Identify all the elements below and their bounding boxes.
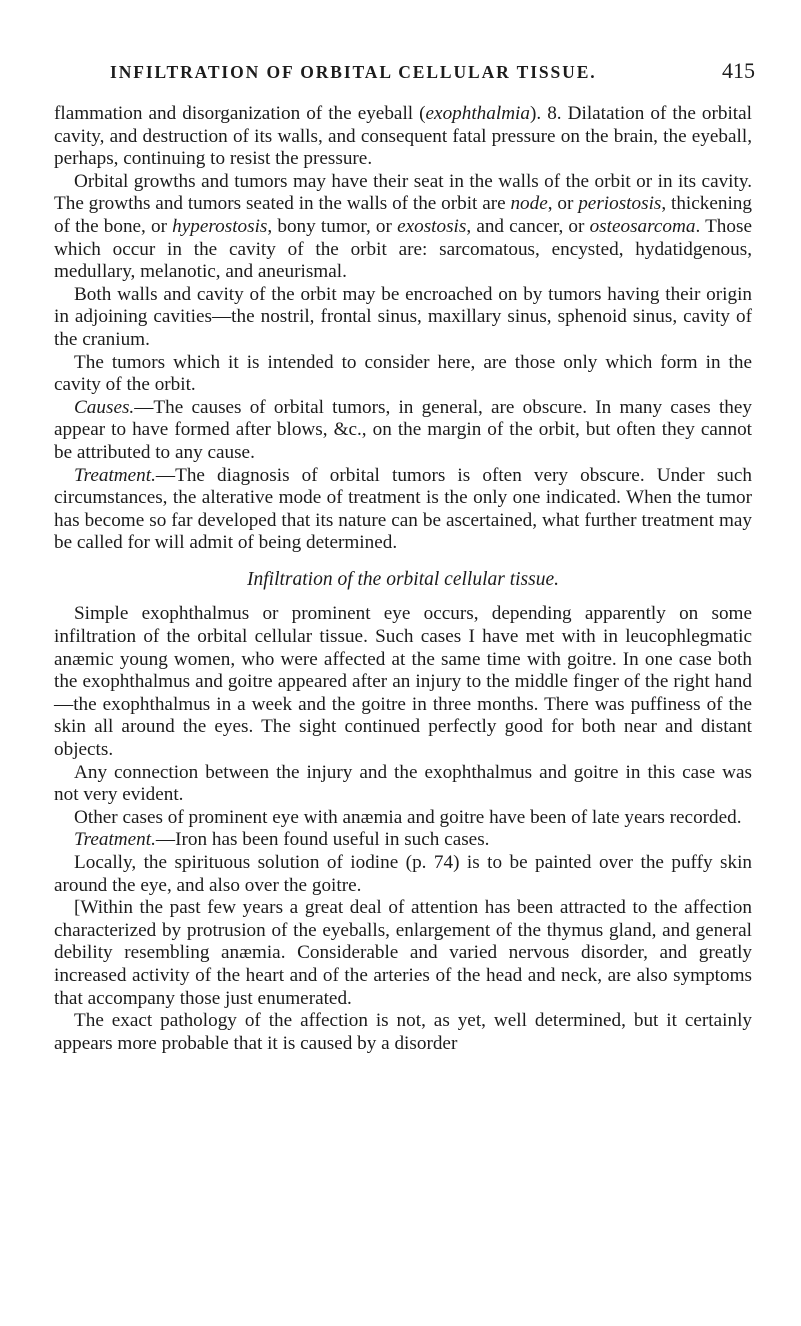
text-run: —The diagnosis of orbital tumors is often very obscure. Under such circumstances, the alterative mode of treatment is the only one indicated. When the tumor has become so far developed that its nature can be ascertained, what further treatment may be called for will admit of being determined. bbox=[54, 464, 752, 554]
paragraph-11: Locally, the spirituous solution of iodine (p. 74) is to be painted over the puffy skin around the eye, and also over the goitre. bbox=[54, 852, 752, 896]
text-run: , and cancer, or bbox=[466, 215, 590, 237]
paragraph-8: Any connection between the injury and the exophthalmus and goitre in this case was not very evident. bbox=[54, 761, 752, 806]
italic-term: hyperostosis bbox=[172, 215, 268, 237]
italic-label: Causes. bbox=[74, 396, 135, 418]
paragraph-4: The tumors which it is intended to consider here, are those only which form in the cavity of the orbit. bbox=[54, 351, 752, 396]
paragraph-causes bbox=[54, 397, 752, 465]
text-run: . Those which occur in the cavity of the orbit are: sarcomatous, encysted, hydatidgenous, medullary, melanotic, and aneurismal. bbox=[54, 215, 752, 283]
italic-term: node bbox=[510, 193, 548, 215]
italic-label: Treatment. bbox=[74, 464, 156, 486]
paragraph-treatment-2 bbox=[54, 829, 752, 852]
running-title: INFILTRATION OF ORBITAL CELLULAR TISSUE. bbox=[110, 62, 597, 82]
text-run: flammation and disorganization of the eyeball ( bbox=[54, 103, 426, 124]
text-run: , or bbox=[547, 193, 579, 215]
paragraph-2 bbox=[54, 171, 752, 284]
text-run: —The causes of orbital tumors, in general, are obscure. In many cases they appear to have formed after blows, &c., on the margin of the orbit, but often they cannot be attributed to any cause. bbox=[54, 396, 752, 463]
paragraph-3: Both walls and cavity of the orbit may be encroached on by tumors having their origin in adjoining cavities—the nostril, frontal sinus, maxillary sinus, sphenoid sinus, cavity of the cranium. bbox=[54, 283, 752, 350]
italic-term: exostosis bbox=[397, 215, 467, 237]
italic-term: osteosarcoma bbox=[589, 215, 696, 237]
running-header bbox=[110, 58, 755, 86]
text-run: , thickening of the bone, or bbox=[54, 193, 752, 237]
italic-term: periostosis bbox=[578, 193, 662, 215]
paragraph-12: [Within the past few years a great deal of attention has been attracted to the affection characterized by protrusion of the eyeballs, enlargement of the thymus gland, and general debility resembling anæmia. Considerable and varied nervous disorder, and greatly increased activity of the heart and of the arteries of the head and neck, are also symptoms that accompany those just enumerated. bbox=[54, 897, 752, 1009]
paragraph-1 bbox=[54, 103, 752, 171]
body-text bbox=[54, 103, 752, 1055]
italic-label: Treatment. bbox=[74, 829, 156, 851]
page-number: 415 bbox=[722, 58, 755, 83]
paragraph-9: Other cases of prominent eye with anæmia and goitre have been of late years recorded. bbox=[74, 806, 742, 828]
text-run: Orbital growths and tumors may have their seat in the walls of the orbit or in its cavity. The growths and tumors seated in the walls of the orbit are bbox=[54, 170, 752, 215]
italic-term: exophthalmia bbox=[425, 103, 530, 124]
paragraph-7: Simple exophthalmus or prominent eye occurs, depending apparently on some infiltration of the orbital cellular tissue. Such cases I have met with in leucophlegmatic anæmic young women, who were affected at the same time with goitre. In one case both the exophthalmus and goitre appeared after an injury to the middle finger of the right hand—the exophthalmus in a week and the goitre in three months. There was puffiness of the skin all around the eyes. The sight continued perfectly good for both near and distant objects. bbox=[54, 603, 752, 761]
section-heading: Infiltration of the orbital cellular tissue. bbox=[247, 568, 559, 590]
text-run: ). 8. Dilatation of the orbital cavity, and destruction of its walls, and consequent fatal pressure on the brain, the eyeball, perhaps, continuing to resist the pressure. bbox=[54, 103, 752, 170]
paragraph-13: The exact pathology of the affection is not, as yet, well determined, but it certainly appears more probable that it is caused by a disorder bbox=[54, 1010, 752, 1054]
text-run: —Iron has been found useful in such cases. bbox=[155, 829, 490, 851]
paragraph-treatment-1 bbox=[54, 465, 752, 555]
text-run: , bony tumor, or bbox=[267, 215, 398, 237]
